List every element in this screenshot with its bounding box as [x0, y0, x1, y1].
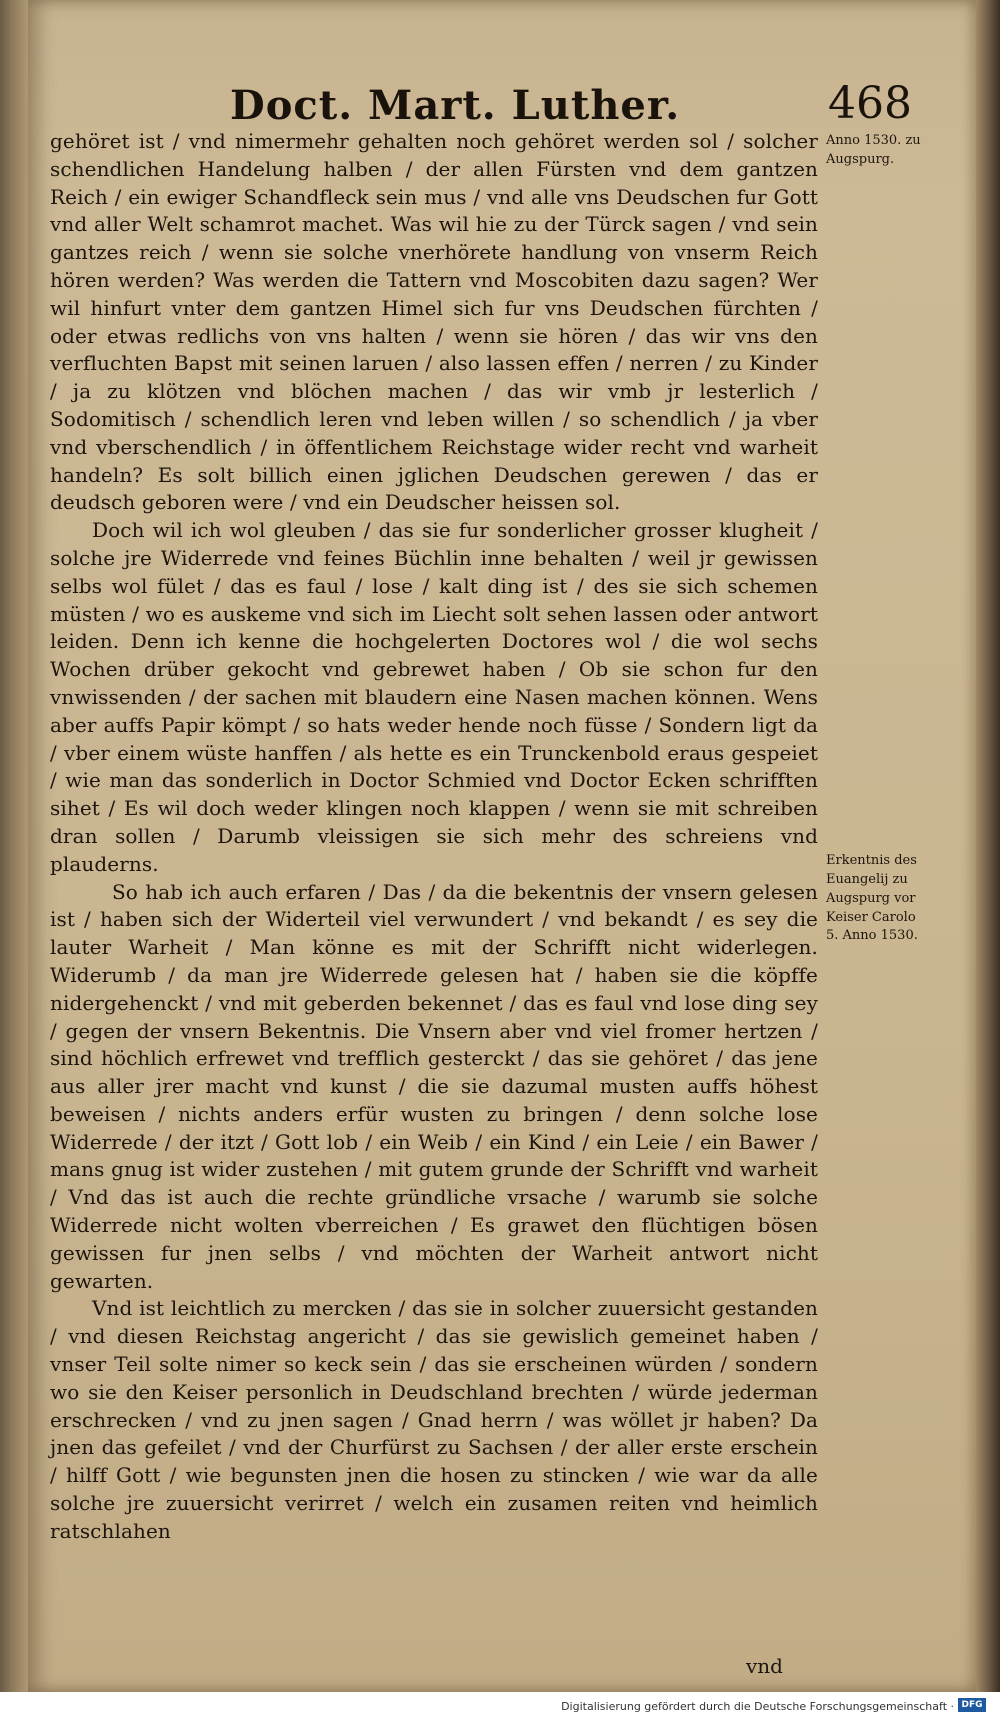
right-page-edge: [976, 0, 1000, 1692]
margin-note-confession: Erkentnis des Euangelij zu Augspurg vor Keiser Carolo 5. Anno 1530.: [826, 853, 918, 944]
page-number: 468: [828, 78, 912, 129]
running-head: Doct. Mart. Luther.: [230, 82, 681, 129]
paragraph: gehöret ist / vnd nimermehr gehalten noch gehöret werden sol / solcher schendlichen Handelung halben / der allen Fürsten vnd dem gantzen Reich / ein ewiger Schandfleck sein mus / vnd alle vns Deudschen fur Gott vnd aller Welt schamrot machet. Was wil hie zu der Türck sagen / vnd sein gantzes reich / wenn sie solche vnerhörete handlung von vnserm Reich hören werden? Was werden die Tattern vnd Moscobiten dazu sagen? Wer wil hinfurt vnter dem gantzen Himel sich fur vns Deudschen fürchten / oder etwas redlichs von vns halten / wenn sie hören / das wir vns den verfluchten Bapst mit seinen laruen / also lassen effen / nerren / zu Kinder / ja zu klötzen vnd blöchen machen / das wir vmb jr lesterlich / Sodomitisch / schendlich leren vnd leben willen / so schendlich / ja vber vnd vberschendlich / in öffentlichem Reichstage wider recht vnd warheit handeln? Es solt billich einen jglichen Deudschen gerewen / das er deudsch geboren were / vnd ein Deudscher heissen sol.: [50, 129, 818, 515]
dfg-logo: DFG: [958, 1698, 986, 1712]
digitization-credit: Digitalisierung gefördert durch die Deutsche Forschungsgemeinschaft ·: [561, 1700, 954, 1713]
margin-note-year: Anno 1530. zu Augspurg.: [826, 133, 921, 167]
paragraph: So hab ich auch erfaren / Das / da die bekentnis der vnsern gelesen ist / haben sich der Widerteil viel verwundert / vnd bekandt / es sey die lauter Warheit / Man könne es mit der Schrifft nicht widerlegen. Widerumb / da man jre Widerrede gelesen hat / haben sie die köpffe nidergehenckt / vnd mit geberden bekennet / das es faul vnd lose ding sey / gegen der vnsern Bekentnis. Die Vnsern aber vnd viel fromer hertzen / sind höchlich erfrewet vnd trefflich gesterckt / das sie gehöret / das jene aus aller jrer macht vnd kunst / die sie dazumal musten auffs höhest beweisen / nichts anders erfür wusten zu bringen / denn solche lose Widerrede / der itzt / Gott lob / ein Weib / ein Kind / ein Leie / ein Bawer / mans gnug ist wider zustehen / mit gutem grunde der Schrifft vnd warheit / Vnd das ist auch die rechte gründliche vrsache / warumb sie solche Widerrede nicht wolten vberreichen / Es grawet den flüchtigen bösen gewissen fur jnen selbs / vnd möchten der Warheit antwort nicht gewarten.: [50, 879, 818, 1293]
body-text: [50, 128, 818, 1546]
left-page-edge: [0, 0, 30, 1719]
catchword: vnd: [746, 1654, 783, 1678]
paragraph: Vnd ist leichtlich zu mercken / das sie in solcher zuuersicht gestanden / vnd diesen Reichstag angericht / das sie gewislich gemeinet haben / vnser Teil solte nimer so keck sein / das sie erscheinen würden / sondern wo sie den Keiser personlich in Deudschland brechten / würde jederman erschrecken / vnd zu jnen sagen / Gnad herrn / was wöllet jr haben? Da jnen das gefeilet / vnd der Churfürst zu Sachsen / der aller erste erschein / hilff Gott / wie begunsten jnen die hosen zu stincken / wie war da alle solche jre zuuersicht verirret / welch ein zusamen reiten vnd heimlich ratschlahen: [50, 1296, 818, 1543]
paragraph: Doch wil ich wol gleuben / das sie fur sonderlicher grosser klugheit / solche jre Widerrede vnd feines Büchlin inne behalten / weil jr gewissen selbs wol fület / das es faul / lose / kalt ding ist / des sie sich schemen müsten / wo es auskeme vnd sich im Liecht solt sehen lassen oder antwort leiden. Denn ich kenne die hochgelerten Doctores wol / die wol sechs Wochen drüber gekocht vnd gebrewet haben / Ob sie schon fur den vnwissenden / der sachen mit blaudern eine Nasen machen können. Wens aber auffs Papir kömpt / so hats weder hende noch füsse / Sondern ligt da / vber einem wüste hanffen / als hette es ein Trunckenbold eraus gespeiet / wie man das sonderlich in Doctor Schmied vnd Doctor Ecken schrifften sihet / Es wil doch weder klingen noch klappen / wenn sie mit schreiben dran sollen / Darumb vleissigen sie sich mehr des schreiens vnd plauderns.: [50, 518, 818, 876]
